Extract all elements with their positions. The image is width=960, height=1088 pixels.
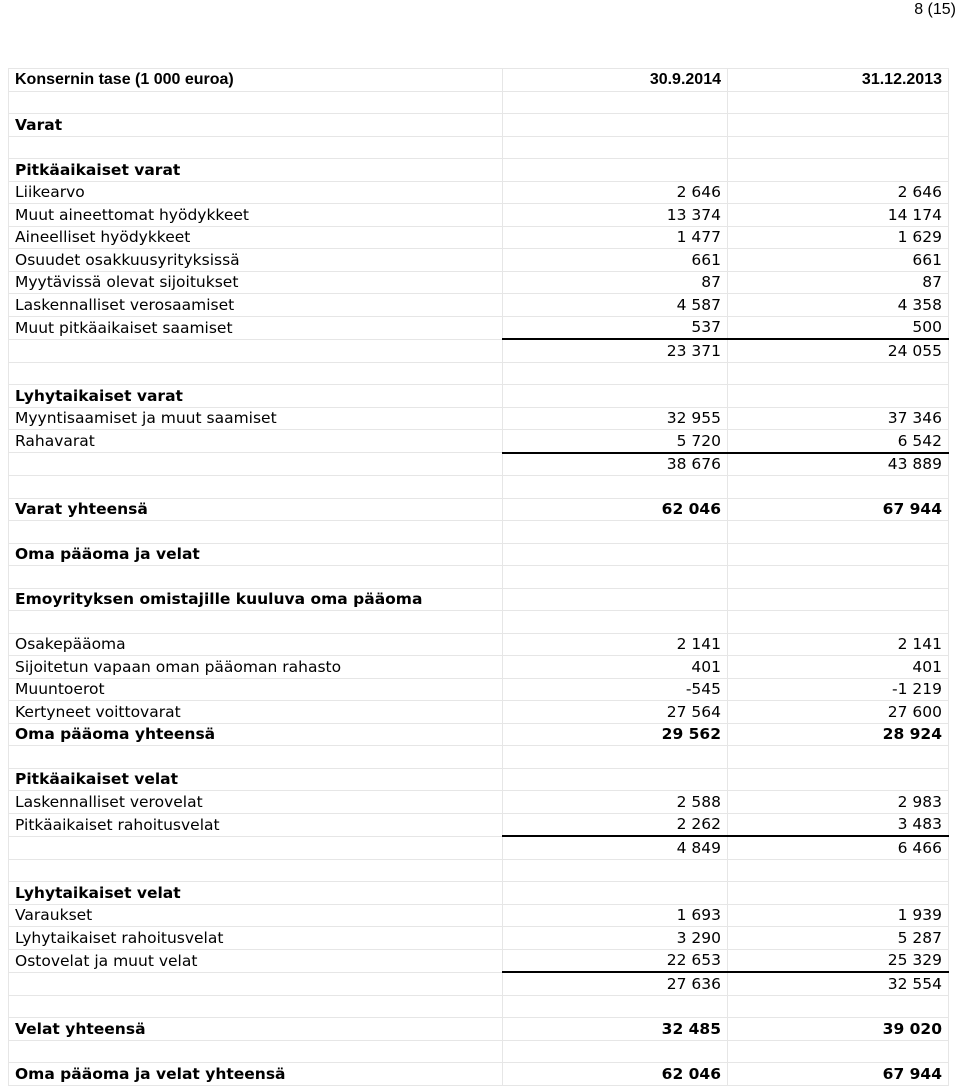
row-label: Lyhytaikaiset varat [9,385,503,408]
spacer-row [9,1040,949,1063]
row-label: Osuudet osakkuusyrityksissä [9,249,503,272]
row-label: Myytävissä olevat sijoitukset [9,271,503,294]
value-2014 [503,882,728,905]
value-2013: 5 287 [728,927,949,950]
heading-row [9,588,949,611]
subtotal-row [9,836,949,859]
value-2014: 1 693 [503,904,728,927]
value-2014: 62 046 [503,498,728,521]
row-label: Pitkäaikaiset velat [9,768,503,791]
row-label: Oma pääoma yhteensä [9,723,503,746]
empty-cell [503,611,728,634]
value-2013: 28 924 [728,723,949,746]
value-2013 [728,543,949,566]
row-label: Muut pitkäaikaiset saamiset [9,316,503,339]
empty-cell [728,859,949,882]
value-2013: 6 542 [728,430,949,453]
value-2014: 3 290 [503,927,728,950]
row-label: Laskennalliset verovelat [9,791,503,814]
row-label [9,453,503,476]
value-2013: 24 055 [728,339,949,362]
table-row [9,271,949,294]
row-label: Liikearvo [9,181,503,204]
value-2014: 2 588 [503,791,728,814]
row-label [9,972,503,995]
empty-cell [503,521,728,544]
value-2013: 401 [728,656,949,679]
value-2014: 62 046 [503,1063,728,1086]
value-2014: 1 477 [503,226,728,249]
row-label [9,339,503,362]
spacer-row [9,521,949,544]
heading-row [9,543,949,566]
table-row [9,678,949,701]
empty-cell [728,746,949,769]
table-header-row [9,69,949,92]
heading-row [9,385,949,408]
empty-cell [728,611,949,634]
value-2014: 5 720 [503,430,728,453]
row-label [9,836,503,859]
table-row [9,904,949,927]
empty-cell [9,91,503,114]
spacer-row [9,995,949,1018]
row-label: Velat yhteensä [9,1018,503,1041]
value-2014: 32 955 [503,407,728,430]
value-2014: 4 849 [503,836,728,859]
value-2013: 87 [728,271,949,294]
value-2013 [728,114,949,137]
row-label: Rahavarat [9,430,503,453]
empty-cell [9,362,503,385]
empty-cell [9,611,503,634]
row-label: Pitkäaikaiset varat [9,159,503,182]
empty-cell [728,521,949,544]
value-2014: 22 653 [503,949,728,972]
empty-cell [503,1040,728,1063]
value-2013: 3 483 [728,813,949,836]
value-2014 [503,543,728,566]
value-2014: 27 564 [503,701,728,724]
total-row [9,498,949,521]
spacer-row [9,91,949,114]
value-2013: 2 646 [728,181,949,204]
empty-cell [503,995,728,1018]
row-label: Lyhytaikaiset rahoitusvelat [9,927,503,950]
row-label: Varaukset [9,904,503,927]
value-2013: 32 554 [728,972,949,995]
value-2013: 2 983 [728,791,949,814]
value-2014: 38 676 [503,453,728,476]
empty-cell [9,746,503,769]
heading-row [9,159,949,182]
value-2014: 2 262 [503,813,728,836]
empty-cell [503,566,728,589]
page-number: 8 (15) [914,1,956,18]
value-2013: 43 889 [728,453,949,476]
empty-cell [9,859,503,882]
spacer-row [9,746,949,769]
value-2014: -545 [503,678,728,701]
row-label: Kertyneet voittovarat [9,701,503,724]
value-2013: 661 [728,249,949,272]
value-2014: 2 646 [503,181,728,204]
empty-cell [503,136,728,159]
value-2013: 2 141 [728,633,949,656]
row-label: Aineelliset hyödykkeet [9,226,503,249]
value-2013: 39 020 [728,1018,949,1041]
empty-cell [503,91,728,114]
value-2013 [728,882,949,905]
row-label: Varat yhteensä [9,498,503,521]
spacer-row [9,136,949,159]
value-2013 [728,588,949,611]
value-2014: 661 [503,249,728,272]
value-2013: 25 329 [728,949,949,972]
empty-cell [9,995,503,1018]
row-label: Muut aineettomat hyödykkeet [9,204,503,227]
value-2014: 29 562 [503,723,728,746]
value-2013: 500 [728,316,949,339]
row-label: Pitkäaikaiset rahoitusvelat [9,813,503,836]
table-row [9,701,949,724]
total-row [9,1018,949,1041]
value-2013: 67 944 [728,1063,949,1086]
empty-cell [503,859,728,882]
empty-cell [9,136,503,159]
value-2013: 67 944 [728,498,949,521]
value-2013 [728,385,949,408]
empty-cell [9,476,503,499]
empty-cell [728,476,949,499]
empty-cell [503,476,728,499]
value-2014 [503,159,728,182]
value-2013: 1 939 [728,904,949,927]
value-2014: 32 485 [503,1018,728,1041]
row-label: Ostovelat ja muut velat [9,949,503,972]
empty-cell [728,136,949,159]
spacer-row [9,362,949,385]
value-2014: 87 [503,271,728,294]
table-row [9,927,949,950]
value-2014: 13 374 [503,204,728,227]
table-row [9,656,949,679]
row-label: Emoyrityksen omistajille kuuluva oma pääoma [9,588,503,611]
table-row [9,294,949,317]
heading-row [9,768,949,791]
value-2014: 401 [503,656,728,679]
table-title: Konsernin tase (1 000 euroa) [9,69,503,92]
empty-cell [728,1040,949,1063]
row-label: Laskennalliset verosaamiset [9,294,503,317]
empty-cell [503,746,728,769]
value-2013 [728,768,949,791]
empty-cell [9,566,503,589]
value-2013: 4 358 [728,294,949,317]
spacer-row [9,611,949,634]
table-row [9,407,949,430]
empty-cell [728,995,949,1018]
table-row [9,181,949,204]
total-row [9,1063,949,1086]
value-2013 [728,159,949,182]
spacer-row [9,476,949,499]
value-2014: 27 636 [503,972,728,995]
column-header-2014: 30.9.2014 [503,69,728,92]
row-label: Varat [9,114,503,137]
value-2014 [503,114,728,137]
value-2014 [503,768,728,791]
empty-cell [728,362,949,385]
subtotal-row [9,972,949,995]
row-label: Sijoitetun vapaan oman pääoman rahasto [9,656,503,679]
table-row [9,949,949,972]
row-label: Lyhytaikaiset velat [9,882,503,905]
value-2014 [503,385,728,408]
value-2014: 2 141 [503,633,728,656]
spacer-row [9,859,949,882]
balance-sheet-body [9,69,949,1086]
value-2014: 4 587 [503,294,728,317]
value-2014: 537 [503,316,728,339]
row-label: Oma pääoma ja velat yhteensä [9,1063,503,1086]
table-row [9,226,949,249]
subtotal-row [9,453,949,476]
value-2014 [503,588,728,611]
empty-cell [728,566,949,589]
empty-cell [728,91,949,114]
subtotal-row [9,339,949,362]
table-row [9,249,949,272]
table-row [9,791,949,814]
spacer-row [9,566,949,589]
total-row [9,723,949,746]
table-row [9,633,949,656]
value-2013: 6 466 [728,836,949,859]
value-2013: 27 600 [728,701,949,724]
heading-row [9,114,949,137]
empty-cell [9,521,503,544]
table-row [9,204,949,227]
value-2014: 23 371 [503,339,728,362]
row-label: Osakepääoma [9,633,503,656]
empty-cell [9,1040,503,1063]
table-row [9,316,949,339]
table-row [9,813,949,836]
value-2013: 37 346 [728,407,949,430]
empty-cell [503,362,728,385]
table-row [9,430,949,453]
heading-row [9,882,949,905]
value-2013: 1 629 [728,226,949,249]
row-label: Oma pääoma ja velat [9,543,503,566]
row-label: Myyntisaamiset ja muut saamiset [9,407,503,430]
balance-sheet-table [8,68,949,1086]
row-label: Muuntoerot [9,678,503,701]
column-header-2013: 31.12.2013 [728,69,949,92]
value-2013: -1 219 [728,678,949,701]
value-2013: 14 174 [728,204,949,227]
